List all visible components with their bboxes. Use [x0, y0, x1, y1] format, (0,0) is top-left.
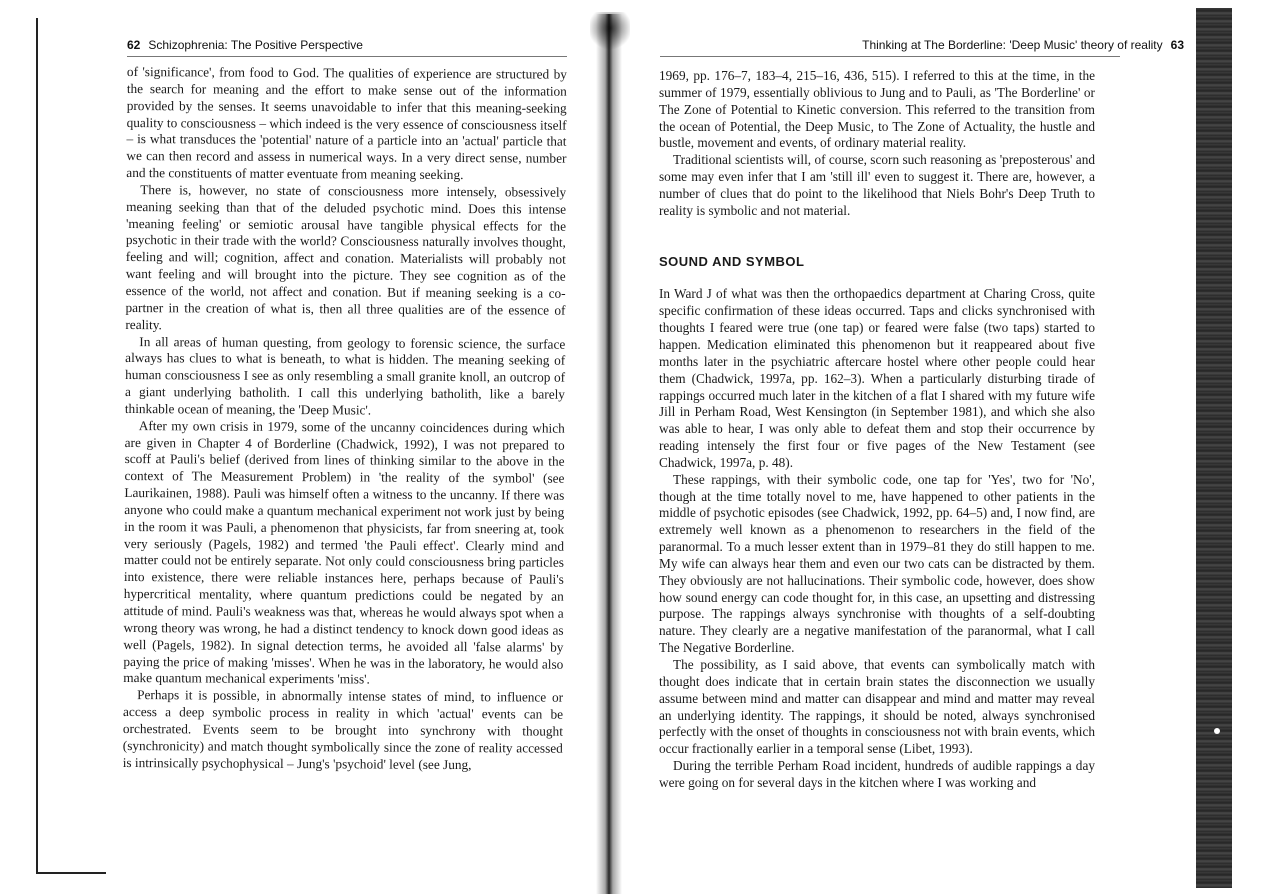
running-head — [127, 38, 363, 52]
binding-edge-mark — [36, 872, 106, 874]
right-page — [640, 0, 1262, 894]
page-number: 62 — [127, 38, 141, 52]
paragraph: of 'significance', from food to God. The qualities of experience are structured by the search for meaning and the effort to make sense out of the information provided by the senses. It seems unavoidable to infer that this meaning-seeking quality to consciousness – which indeed is the very essence of consciousness itself – is what transduces the 'potential' nature of a particle into an 'actual' particle that we can then record and assess in numerical ways. In a very direct sense, number and the constituents of matter eventuate from meaning seeking. — [126, 64, 567, 183]
book-gutter-shadow — [590, 12, 630, 52]
page-number: 63 — [1170, 38, 1184, 52]
paragraph: The possibility, as I said above, that events can symbolically match with thought does indicate that in certain brain states the disconnection we usually assume between mind and matter can disappear and mind and matter may reveal an underlying identity. The rappings, it should be noted, always synchronised perfectly with the onset of thoughts in consciousness not with brain events, which occur fractionally earlier in a temporal sense (Libet, 1993). — [659, 657, 1095, 757]
running-head — [862, 38, 1184, 52]
binding-edge-mark — [36, 18, 38, 873]
paragraph: After my own crisis in 1979, some of the uncanny coincidences during which are given in Chapter 4 of Borderline (Chadwick, 1992), I was not prepared to scoff at Pauli's belief (derived from lines of thinking similar to the above in the context of The Measurement Problem) in 'the reality of the symbol' (see Laurikainen, 1988). Pauli was himself often a witness to the uncanny. If there was anyone who could make a quantum mechanical experiment not work just by being in the room it was Pauli, a phenomenon that physicists, far from sneering at, took very seriously (Pagels, 1982) and termed 'the Pauli effect'. Clearly mind and matter could not be entirely separate. Not only could consciousness bring particles into existence, there were reliable instances here, perhaps because of Pauli's hypercritical mentality, where quantum predictions could be negated by an attitude of mind. Pauli's weakness was that, whereas he would always spot when a wrong theory was wrong, he had a distinct tendency to knock down good ideas as well (Pagels, 1982). In signal detection terms, he avoided all 'false alarms' by paying the price of making 'misses'. When he was in the laboratory, he would also make quantum mechanical experiments 'miss'. — [123, 417, 565, 687]
section-heading: SOUND AND SYMBOL — [659, 253, 805, 269]
running-head-title: Schizophrenia: The Positive Perspective — [148, 38, 363, 52]
header-rule — [660, 56, 1120, 57]
running-head-title: Thinking at The Borderline: 'Deep Music' theory of reality — [862, 38, 1163, 52]
paragraph: Traditional scientists will, of course, scorn such reasoning as 'preposterous' and some may even infer that I am 'still ill' even to suggest it. There are, however, a number of clues that do point to the likelihood that Niels Bohr's Deep Truth to reality is symbolic and not material. — [659, 152, 1095, 218]
page-edge-speck — [1214, 728, 1220, 734]
left-page — [0, 0, 600, 894]
book-gutter-shadow — [596, 14, 622, 894]
paragraph: In Ward J of what was then the orthopaedics department at Charing Cross, quite specific confirmation of these ideas occurred. Taps and clicks synchronised with thoughts I feared were true (one tap) or feared were false (two taps) started to happen. Medication eliminated this phenomenon but it reappeared about five months later in the psychiatric aftercare hostel where other people could hear them (Chadwick, 1997a, pp. 162–3). When a particularly disturbing tirade of rappings occurred much later in the kitchen of a flat I shared with my future wife Jill in Perham Road, West Kensington (in September 1981), and which she also was able to hear, I was only able to defeat them and stop their occurrence by reading intensely the first four or five pages of the New Testament (see Chadwick, 1997a, p. 48). — [659, 286, 1095, 470]
page-edge-shadow — [1196, 8, 1232, 888]
paragraph: Perhaps it is possible, in abnormally intense states of mind, to influence or access a deep symbolic process in reality in which 'actual' events can be orchestrated. Events seem to be brought into synchrony with thought (synchronicity) and match thought symbolically since the zone of reality accessed is intrinsically psychophysical – Jung's 'psychoid' level (see Jung, — [122, 687, 564, 772]
paragraph: In all areas of human questing, from geology to forensic science, the surface always has clues to what is beneath, to what is hidden. The meaning seeking of human consciousness I see as only resembling a small granite knoll, an outcrop of a giant underlying batholith. I call this underlying batholith, like a barely thinkable ocean of meaning, the 'Deep Music'. — [124, 333, 566, 418]
paragraph: During the terrible Perham Road incident, hundreds of audible rappings a day were going on for several days in the kitchen where I was working and — [659, 758, 1095, 790]
body-text — [123, 64, 567, 774]
paragraph: There is, however, no state of consciousness more intensely, obsessively meaning seeking than that of the deluded psychotic mind. Does this intense 'meaning feeling' or semiotic arousal have tangible physical effects for the psychotic in their trade with the world? Consciousness naturally involves thought, feeling and will; cognition, affect and conation. Materialists will probably not want feeling and will brought into the picture. They see cognition as of the essence of the world, not affect and conation. But if meaning seeking is a co-partner in the creation of what is, then all three qualities are of the essence of reality. — [125, 181, 567, 332]
header-rule — [127, 56, 567, 57]
paragraph: 1969, pp. 176–7, 183–4, 215–16, 436, 515). I referred to this at the time, in the summer of 1979, essentially oblivious to Jung and to Pauli, as 'The Borderline' or The Zone of Potential to Kinetic conversion. This referred to the transition from the ocean of Potential, the Deep Music, to The Zone of Actuality, the hustle and bustle, movement and events, of ordinary material reality. — [659, 68, 1095, 151]
paragraph: These rappings, with their symbolic code, one tap for 'Yes', two for 'No', though at the time totally novel to me, have happened to other patients in the middle of psychotic episodes (see Chadwick, 1992, pp. 64–5) and, I now find, are extremely well known as a phenomenon to researchers in the field of the paranormal. To a much lesser extent than in 1979–81 they do still happen to me. My wife can always hear them and even our two cats can be distracted by them. They obviously are not hallucinations. Their symbolic code, however, does show how sound energy can code thought for, in this case, an upsetting and distressing purpose. The rappings always synchronise with thoughts of a self-doubting nature. They clearly are a negative manifestation of the paranormal, what I call The Negative Borderline. — [659, 471, 1095, 656]
body-text — [659, 68, 1095, 792]
